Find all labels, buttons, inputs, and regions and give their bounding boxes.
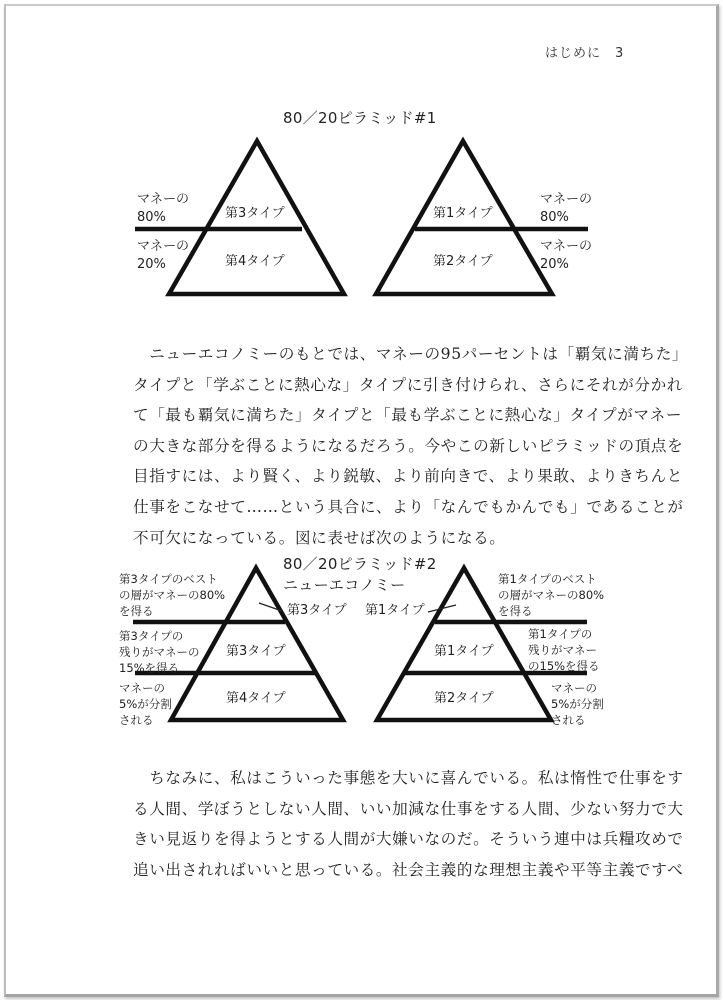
pyramid2-left-side-top: 第3タイプのベスト の層がマネーの80% を得る (119, 572, 226, 618)
pyramid2-left-middle-label: 第3タイプ (226, 644, 286, 659)
pyramid2-right-side-bottom: マネーの 5%が分割 される (551, 681, 604, 727)
body-paragraph-1: ニューエコノミーのもとでは、マネーの95パーセントは「覇気に満ちた」 タイプと「学ぶことに熱心な」タイプに引き付けられ、さらにそれが分かれ て「最も覇気に満ちた」タイプと「最も学ぶことに熱心な」タイプがマネー の大きな部分を得るようになるだろう。今やこの新しいピラミッドの頂点を 目指すには、より賢く、より鋭敏、より前向きで、より果敢、よりきちんと 仕事をこなせて……という具合に、より「なんでもかんでも」であることが 不可欠になっている。図に表せば次のようになる。 (133, 345, 689, 547)
body-paragraph-2: ちなみに、私はこういった事態を大いに喜んでいる。私は惰性で仕事をす る人間、学ぼうとしない人間、いい加減な仕事をする人間、少ない努力で大 きい見返りを得ようとする人間が大嫌いなのだ。そういう連中は兵糧攻めで 追い出されればいいと思っている。社会主義的な理想主義や平等主義ですべ (133, 769, 684, 879)
pyramid1-right-side-upper: マネーの 80% (540, 192, 593, 225)
pyramid2-left-side-middle: 第3タイプの 残りがマネーの 15%を得る (119, 629, 200, 675)
pyramid1-left-upper-label: 第3タイプ (225, 206, 285, 221)
pyramid1-right-upper-label: 第1タイプ (433, 206, 493, 221)
pyramid2-right-middle-label: 第1タイプ (434, 644, 494, 659)
figure-2-subtitle: ニューエコノミー (283, 576, 406, 594)
pyramid1-left-side-lower: マネーの 20% (137, 239, 190, 272)
pyramid1-right-lower-label: 第2タイプ (433, 254, 493, 269)
pyramid1-left-lower-label: 第4タイプ (225, 254, 285, 269)
pyramid2-right-bottom-label: 第2タイプ (434, 691, 494, 706)
pyramid2-left-top-label: 第3タイプ (287, 603, 347, 618)
pyramid2-left-side-bottom: マネーの 5%が分割 される (119, 681, 172, 727)
pyramid2-right-side-top: 第1タイプのベスト の層がマネーの80% を得る (498, 572, 605, 618)
pyramid1-right-side-lower: マネーの 20% (540, 239, 593, 272)
pyramid2-right-side-middle: 第1タイプの 残りがマネー の15%を得る (528, 627, 600, 673)
section-title: はじめに (545, 46, 602, 61)
pyramid2-left-bottom-label: 第4タイプ (226, 691, 286, 706)
page-number: 3 (615, 46, 625, 61)
figure-1-title: 80／20ピラミッド#1 (283, 109, 437, 127)
figure-2-title: 80／20ピラミッド#2 (283, 555, 437, 573)
pyramid1-left-side-upper: マネーの 80% (137, 192, 190, 225)
pyramid2-right-top-label: 第1タイプ (365, 603, 425, 618)
